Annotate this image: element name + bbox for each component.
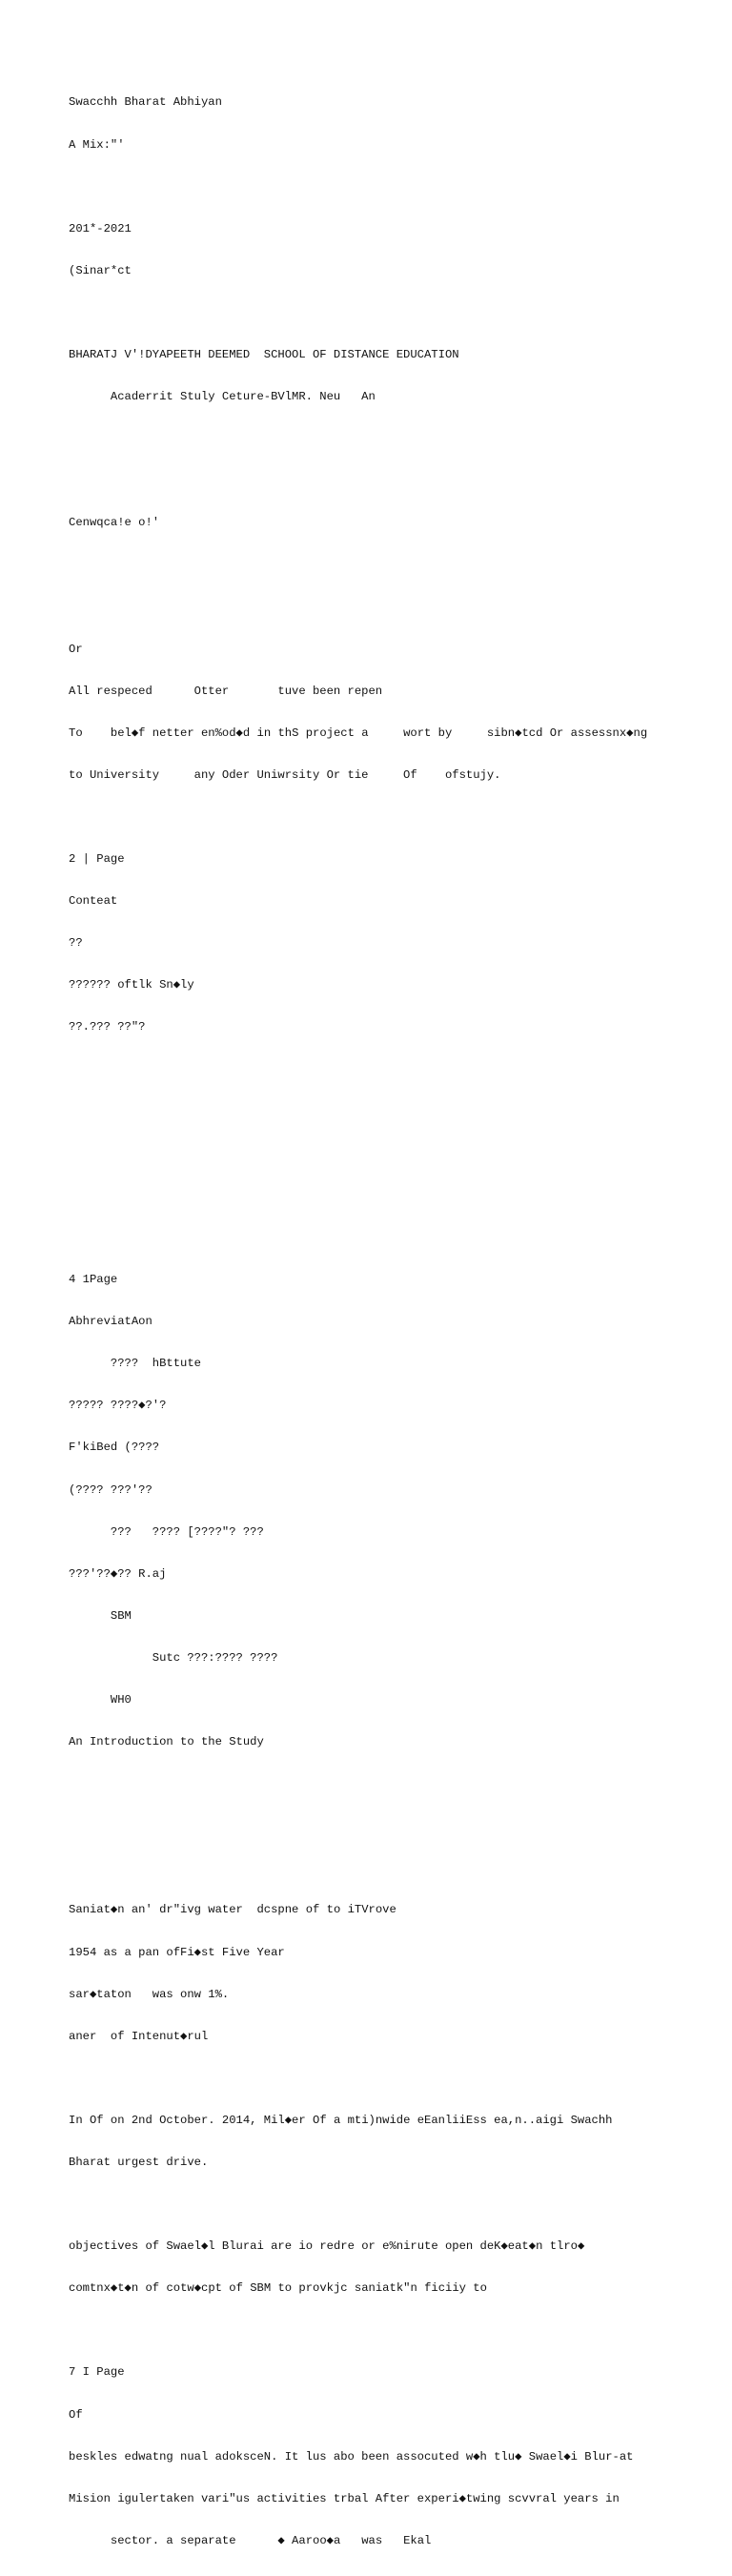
blank-line: [69, 1063, 717, 1077]
text-line: F'kiBed (????: [69, 1441, 160, 1455]
document-text: [69, 68, 717, 2576]
text-line: To bel◆f netter en%od◆d in thS project a wort by sibn◆tcd Or assessnx◆ng: [69, 726, 648, 740]
text-line: ???? hBttute: [69, 1357, 201, 1371]
text-line: comtnx◆t◆n of cotw◆cpt of SBM to provkjc saniatk"n ficiiy to: [69, 2281, 487, 2296]
blank-line: [69, 2198, 717, 2212]
text-line: sar◆taton was onw 1%.: [69, 1987, 230, 2001]
text-line: Of: [69, 2407, 83, 2422]
blank-line: [69, 1861, 717, 1875]
text-line: to University any Oder Uniwrsity Or tie Of ofstujy.: [69, 767, 501, 782]
text-line: In Of on 2nd October. 2014, Mil◆er Of a mti)nwide eEanliiEss ea,n..aigi Swachh: [69, 2113, 613, 2127]
text-line: AbhreviatAon: [69, 1315, 152, 1329]
text-line: beskles edwatng nual adoksceN. It lus abo been assocuted w◆h tlu◆ Swael◆i Blur-at: [69, 2449, 634, 2464]
text-line: ???'??◆?? R.aj: [69, 1566, 167, 1581]
text-line: SBM: [69, 1608, 132, 1623]
text-line: ?????? oftlk Sn◆ly: [69, 978, 194, 992]
text-line: ????? ????◆?'?: [69, 1399, 167, 1413]
text-line: Saniat◆n an' dr"ivg water dcspne of to iTVrove: [69, 1903, 396, 1917]
blank-line: [69, 2323, 717, 2338]
text-line: ??.??? ??"?: [69, 1020, 146, 1034]
blank-line: [69, 601, 717, 615]
text-line: 201*-2021: [69, 221, 132, 235]
text-line: Sutc ???:???? ????: [69, 1650, 278, 1665]
text-line: All respeced Otter tuve been repen: [69, 684, 383, 698]
blank-line: [69, 1777, 717, 1791]
text-line: Acaderrit Stuly Ceture-BVlMR. Neu An: [69, 390, 376, 404]
blank-line: [69, 180, 717, 194]
text-line: 2 | Page: [69, 852, 125, 867]
text-line: objectives of Swael◆l Blurai are io redre or e%nirute open deK◆eat◆n tlro◆: [69, 2239, 585, 2254]
text-line: An Introduction to the Study: [69, 1735, 264, 1749]
blank-line: [69, 558, 717, 572]
text-line: Cenwqca!e o!': [69, 516, 160, 530]
text-line: ??? ???? [????"? ???: [69, 1524, 264, 1539]
blank-line: [69, 1231, 717, 1245]
text-line: A Mix:"': [69, 137, 125, 152]
blank-line: [69, 810, 717, 825]
text-line: Or: [69, 642, 83, 656]
blank-line: [69, 474, 717, 488]
blank-line: [69, 306, 717, 320]
blank-line: [69, 2072, 717, 2086]
text-line: 7 I Page: [69, 2365, 125, 2380]
text-line: ??: [69, 936, 83, 951]
blank-line: [69, 1189, 717, 1203]
text-line: Conteat: [69, 894, 118, 909]
text-line: Bharat urgest drive.: [69, 2156, 209, 2169]
text-line: 1954 as a pan ofFi◆st Five Year: [69, 1945, 285, 1959]
text-line: sector. a separate ◆ Aaroo◆a was Ekal: [69, 2533, 432, 2547]
blank-line: [69, 1105, 717, 1119]
text-line: 4 1Page: [69, 1273, 118, 1287]
text-line: BHARATJ V'!DYAPEETH DEEMED SCHOOL OF DISTANCE EDUCATION: [69, 347, 459, 361]
blank-line: [69, 432, 717, 446]
text-line: aner of Intenut◆rul: [69, 2029, 209, 2043]
text-line: (Sinar*ct: [69, 263, 132, 277]
text-line: WH0: [69, 1692, 132, 1707]
text-line: (???? ???'??: [69, 1482, 152, 1497]
blank-line: [69, 1819, 717, 1833]
blank-line: [69, 1147, 717, 1161]
text-line: Mision igulertaken vari"us activities trbal After experi◆twing scvvral years in: [69, 2491, 620, 2505]
text-line: Swacchh Bharat Abhiyan: [69, 95, 222, 110]
